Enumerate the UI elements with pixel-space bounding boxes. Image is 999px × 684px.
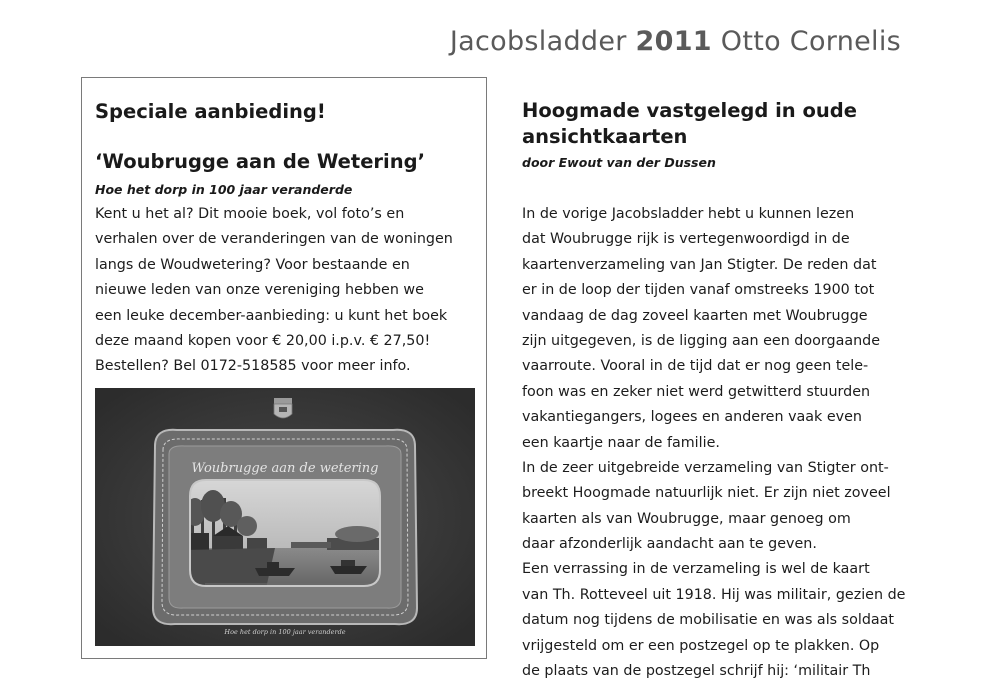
article-line: datum nog tijdens de mobilisatie en was als soldaat	[522, 612, 895, 629]
article-text	[522, 202, 905, 684]
article-line: Een verrassing in de verzameling is wel de kaart	[522, 561, 870, 578]
article-line: vrijgesteld om er een postzegel op te plakken. Op	[522, 637, 880, 654]
crest-icon	[274, 398, 292, 418]
article-line: kaartenverzameling van Jan Stigter. De reden dat	[522, 256, 877, 273]
article-line: kaarten als van Woubrugge, maar genoeg om	[522, 510, 851, 527]
promo-line: nieuwe leden van onze vereniging hebben we	[95, 282, 424, 299]
article-title	[522, 98, 902, 150]
promo-line: een leuke december-aanbieding: u kunt het boek	[95, 307, 448, 324]
promo-box	[81, 77, 487, 659]
article-line: In de zeer uitgebreide verzameling van Stigter ont-	[522, 459, 889, 476]
article-line: de plaats van de postzegel schrijf hij: ‘militair Th	[522, 663, 871, 680]
article-line: vakantiegangers, logees en anderen vaak even	[522, 409, 862, 426]
promo-line: langs de Woudwetering? Voor bestaande en	[95, 256, 410, 273]
article-line: van Th. Rotteveel uit 1918. Hij was militair, gezien de	[522, 586, 906, 603]
header-author: Otto Cornelis	[720, 26, 901, 57]
article-line: foon was en zeker niet werd getwitterd stuurden	[522, 383, 871, 400]
promo-line: Kent u het al? Dit mooie boek, vol foto’s en	[95, 206, 405, 222]
promo-tagline: Hoe het dorp in 100 jaar veranderde	[95, 182, 353, 197]
article-line: er in de loop der tijden vanaf omstreeks 1900 tot	[522, 282, 875, 299]
article-line: vandaag de dag zoveel kaarten met Woubrugge	[522, 307, 868, 324]
article-line: een kaartje naar de familie.	[522, 434, 720, 451]
article-title-line: ansichtkaarten	[522, 125, 688, 148]
book-cover-image	[95, 388, 475, 646]
promo-line: verhalen over de veranderingen van de woningen	[95, 231, 453, 248]
article-line: daar afzonderlijk aandacht aan te geven.	[522, 536, 817, 553]
article-line: In de vorige Jacobsladder hebt u kunnen lezen	[522, 206, 855, 222]
article-line: vaarroute. Vooral in de tijd dat er nog geen tele-	[522, 358, 869, 375]
promo-line: Bestellen? Bel 0172-518585 voor meer info.	[95, 358, 411, 375]
promo-book-title: ‘Woubrugge aan de Wetering’	[95, 150, 425, 173]
page-header	[450, 26, 901, 57]
canal-photo	[185, 476, 385, 593]
cover-caption: Hoe het dorp in 100 jaar veranderde	[224, 628, 346, 636]
promo-title: Speciale aanbieding!	[95, 100, 326, 123]
article-line: breekt Hoogmade natuurlijk niet. Er zijn niet zoveel	[522, 485, 891, 502]
promo-line: deze maand kopen voor € 20,00 i.p.v. € 27,50!	[95, 332, 431, 349]
cover-title: Woubrugge aan de wetering	[191, 461, 379, 476]
article-byline: door Ewout van der Dussen	[522, 155, 716, 170]
header-year: 2011	[635, 26, 712, 57]
article-title-line: Hoogmade vastgelegd in oude	[522, 99, 857, 122]
article-line: dat Woubrugge rijk is vertegenwoordigd in de	[522, 231, 850, 248]
article-line: zijn uitgegeven, is de ligging aan een doorgaande	[522, 332, 881, 349]
header-prefix: Jacobsladder	[449, 26, 627, 57]
promo-text	[95, 202, 453, 380]
